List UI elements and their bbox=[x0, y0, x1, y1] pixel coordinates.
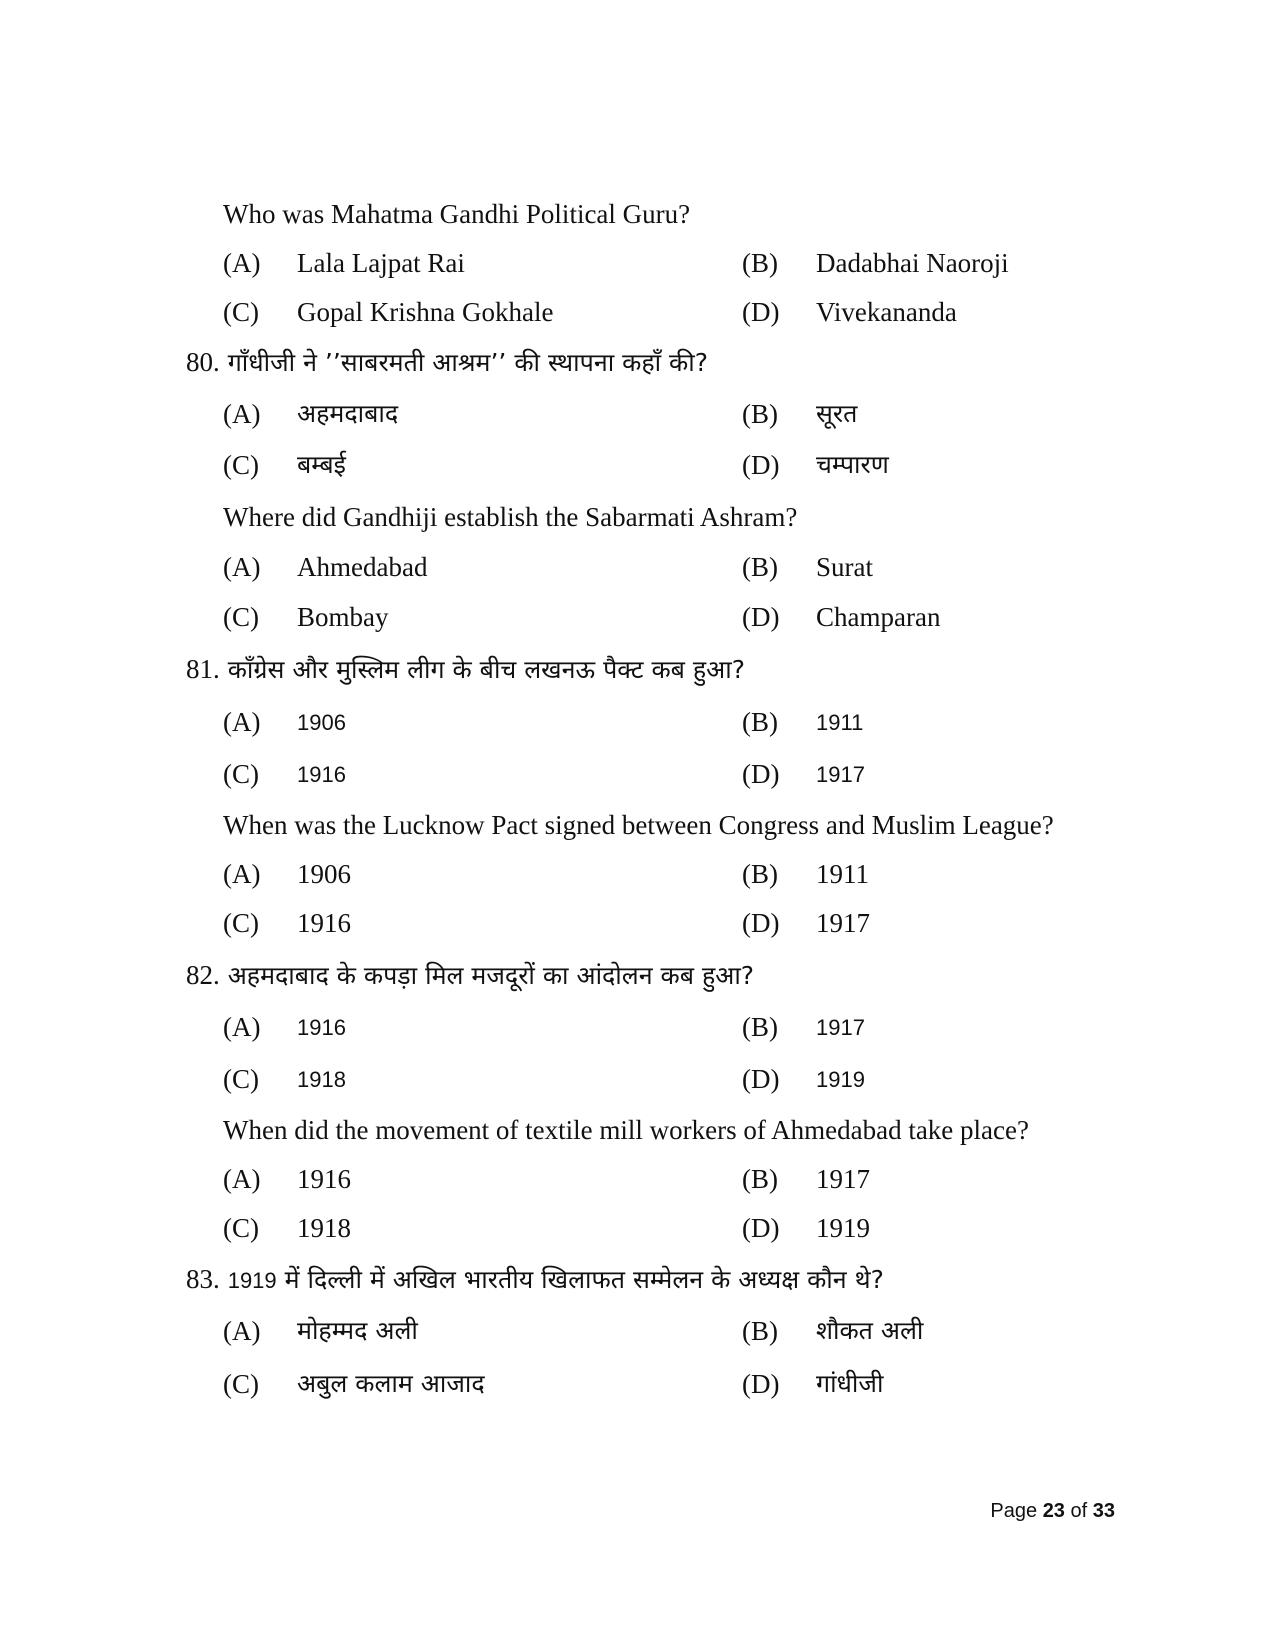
option-label: (D) bbox=[742, 1064, 780, 1094]
option-label: (A) bbox=[223, 248, 261, 278]
option-row bbox=[0, 295, 1275, 331]
option-label: (A) bbox=[223, 859, 261, 889]
option-text: 1917 bbox=[816, 1164, 870, 1194]
option-text: 1917 bbox=[816, 908, 870, 938]
option-label: (B) bbox=[742, 399, 778, 429]
option-label: (C) bbox=[223, 908, 259, 938]
option-text: 1917 bbox=[816, 1015, 865, 1040]
option-row bbox=[0, 1367, 1275, 1403]
option-row bbox=[0, 1062, 1275, 1098]
option-row bbox=[0, 1162, 1275, 1198]
question-hi-text: काँग्रेस और मुस्लिम लीग के बीच लखनऊ पैक्ट कब हुआ? bbox=[227, 655, 745, 684]
option-row bbox=[0, 1010, 1275, 1046]
question-year: 1919 bbox=[227, 1268, 277, 1293]
question-hi-text: गाँधीजी ने ’’साबरमती आश्रम’’ की स्थापना कहाँ की? bbox=[227, 348, 708, 377]
option-label: (A) bbox=[223, 399, 261, 429]
option-label: (C) bbox=[223, 1213, 259, 1243]
option-row bbox=[0, 1314, 1275, 1350]
option-label: (D) bbox=[742, 450, 780, 480]
option-label: (C) bbox=[223, 759, 259, 789]
option-label: (B) bbox=[742, 552, 778, 582]
footer-prefix: Page bbox=[990, 1500, 1038, 1522]
option-label: (D) bbox=[742, 297, 780, 327]
question-en: When was the Lucknow Pact signed between Congress and Muslim League? bbox=[223, 810, 1054, 840]
option-label: (A) bbox=[223, 1164, 261, 1194]
question-hi bbox=[186, 345, 708, 380]
question-hi-text: अहमदाबाद के कपड़ा मिल मजदूरों का आंदोलन कब हुआ? bbox=[227, 961, 755, 990]
option-label: (A) bbox=[223, 707, 261, 737]
option-text: 1911 bbox=[816, 859, 869, 889]
option-label: (C) bbox=[223, 1369, 259, 1399]
option-label: (D) bbox=[742, 602, 780, 632]
footer-current-page: 23 bbox=[1042, 1500, 1065, 1522]
option-row bbox=[0, 1211, 1275, 1247]
option-label: (C) bbox=[223, 602, 259, 632]
option-text: 1916 bbox=[297, 1015, 346, 1040]
option-row bbox=[0, 906, 1275, 942]
question-en: When did the movement of textile mill workers of Ahmedabad take place? bbox=[223, 1115, 1029, 1145]
option-text: 1911 bbox=[816, 710, 864, 735]
option-label: (B) bbox=[742, 707, 778, 737]
option-row bbox=[0, 600, 1275, 636]
option-text: अहमदाबाद bbox=[297, 399, 399, 428]
option-text: 1919 bbox=[816, 1213, 870, 1243]
option-text: अबुल कलाम आजाद bbox=[297, 1369, 485, 1398]
option-label: (B) bbox=[742, 1012, 778, 1042]
option-text: 1916 bbox=[297, 1164, 351, 1194]
question-number: 81. bbox=[186, 654, 220, 684]
footer-total-pages: 33 bbox=[1092, 1500, 1115, 1522]
question-number: 83. bbox=[186, 1264, 220, 1294]
option-text: 1919 bbox=[816, 1067, 865, 1092]
option-label: (A) bbox=[223, 552, 261, 582]
option-text: 1918 bbox=[297, 1213, 351, 1243]
option-row bbox=[0, 246, 1275, 282]
option-label: (A) bbox=[223, 1316, 261, 1346]
option-label: (B) bbox=[742, 248, 778, 278]
option-label: (D) bbox=[742, 908, 780, 938]
option-text: Champaran bbox=[816, 602, 941, 632]
question-hi bbox=[186, 652, 745, 687]
option-text: 1906 bbox=[297, 710, 346, 735]
question-en: Where did Gandhiji establish the Sabarmati Ashram? bbox=[223, 502, 798, 532]
option-text: मोहम्मद अली bbox=[297, 1316, 418, 1345]
option-label: (D) bbox=[742, 1369, 780, 1399]
question-hi bbox=[186, 958, 754, 993]
option-text: Lala Lajpat Rai bbox=[297, 248, 465, 278]
footer-of: of bbox=[1070, 1500, 1088, 1522]
option-row bbox=[0, 448, 1275, 484]
option-label: (D) bbox=[742, 759, 780, 789]
option-row bbox=[0, 757, 1275, 793]
option-label: (A) bbox=[223, 1012, 261, 1042]
option-row bbox=[0, 705, 1275, 741]
question-number: 80. bbox=[186, 347, 220, 377]
option-label: (B) bbox=[742, 1316, 778, 1346]
page-footer bbox=[990, 1500, 1115, 1523]
option-label: (B) bbox=[742, 1164, 778, 1194]
option-row bbox=[0, 550, 1275, 586]
question-number: 82. bbox=[186, 960, 220, 990]
option-label: (C) bbox=[223, 1064, 259, 1094]
option-label: (C) bbox=[223, 450, 259, 480]
option-text: 1918 bbox=[297, 1067, 346, 1092]
option-text: गांधीजी bbox=[816, 1369, 884, 1398]
question-hi bbox=[186, 1262, 884, 1298]
option-text: 1917 bbox=[816, 762, 865, 787]
option-text: Vivekananda bbox=[816, 297, 957, 327]
option-text: 1916 bbox=[297, 762, 346, 787]
option-text: Bombay bbox=[297, 602, 389, 632]
option-text: Dadabhai Naoroji bbox=[816, 248, 1009, 278]
question-hi-text: में दिल्ली में अखिल भारतीय खिलाफत सम्मेलन के अध्यक्ष कौन थे? bbox=[284, 1265, 884, 1294]
option-text: 1916 bbox=[297, 908, 351, 938]
option-row bbox=[0, 397, 1275, 433]
option-label: (B) bbox=[742, 859, 778, 889]
option-row bbox=[0, 857, 1275, 893]
question-en: Who was Mahatma Gandhi Political Guru? bbox=[223, 199, 691, 229]
option-label: (C) bbox=[223, 297, 259, 327]
option-text: Ahmedabad bbox=[297, 552, 428, 582]
option-text: 1906 bbox=[297, 859, 351, 889]
option-text: Gopal Krishna Gokhale bbox=[297, 297, 554, 327]
option-text: सूरत bbox=[816, 399, 858, 428]
option-text: चम्पारण bbox=[816, 450, 889, 479]
option-label: (D) bbox=[742, 1213, 780, 1243]
option-text: बम्बई bbox=[297, 450, 346, 479]
option-text: शौकत अली bbox=[816, 1316, 924, 1345]
option-text: Surat bbox=[816, 552, 873, 582]
